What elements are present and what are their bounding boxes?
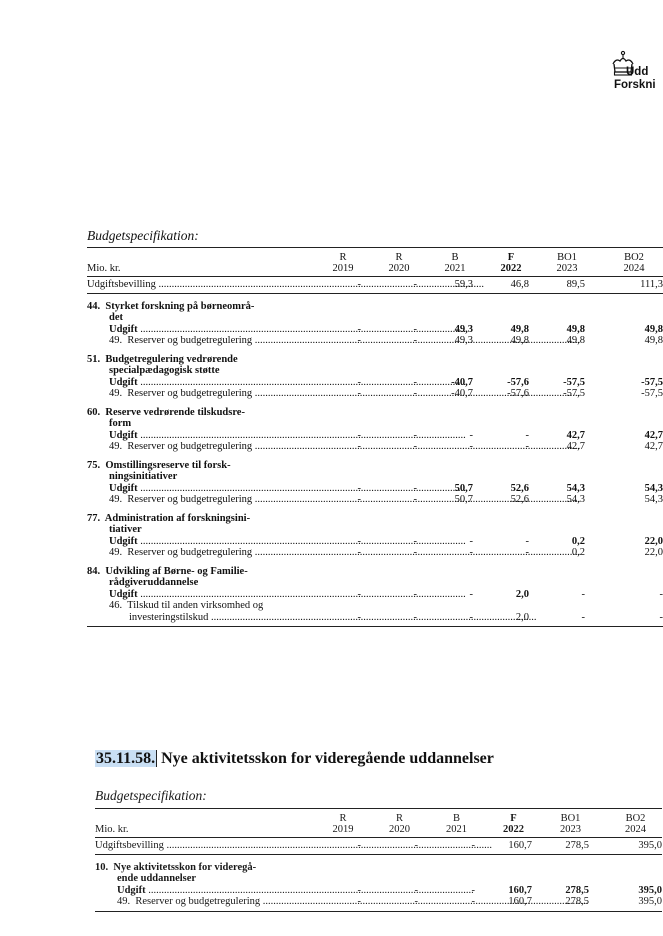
subaccount-title-row (95, 854, 662, 873)
column-type: R (395, 813, 403, 824)
budget-spec-title: Budgetspecifikation: (87, 228, 199, 243)
column-year: 2020 (388, 263, 410, 274)
row-label-cont: investeringstilskud ..... (87, 612, 305, 627)
subaccount-title-row-cont (95, 873, 662, 885)
value-cell: - (357, 376, 361, 388)
subaccount-title-row-cont (87, 418, 663, 430)
value-cell: - (413, 588, 417, 600)
value-cell: - (659, 588, 663, 600)
row-label: Udgift ..... (87, 430, 305, 442)
row-label: 49. Reserver og budgetregulering ..... (87, 547, 305, 559)
value-cell: - (414, 884, 418, 896)
value-cell: - (357, 441, 361, 452)
logo-text-line2: Forskni (614, 79, 656, 91)
value-cell: - (413, 376, 417, 388)
post-row (87, 600, 663, 612)
value-cell: 395,0 (589, 896, 662, 911)
value-cell: 49,8 (644, 323, 663, 335)
column-type: B (451, 252, 459, 263)
value-cell: 50,7 (454, 494, 473, 505)
column-year: 2022 (500, 263, 522, 274)
value-cell: 278,5 (565, 884, 589, 896)
column-year: 2022 (503, 824, 524, 835)
post-row (87, 335, 663, 347)
subaccount-title-cont: specialpædagogisk støtte (109, 365, 220, 376)
row-label: Udgift ..... (87, 483, 305, 495)
column-year: 2021 (446, 824, 467, 835)
subaccount-title: 60. Reserve vedrørende tilskudsre- (87, 406, 245, 418)
value-cell: - (305, 277, 361, 294)
value-cell: - (525, 547, 529, 558)
subaccount-title-cont: tiativer (109, 524, 142, 535)
column-type: F (507, 252, 515, 263)
value-cell: 395,0 (589, 838, 662, 855)
expense-row (87, 483, 663, 495)
row-label: 49. Reserver og budgetregulering ..... (87, 335, 305, 347)
value-cell: - (469, 441, 473, 452)
value-cell: - (305, 838, 361, 855)
value-cell: - (357, 323, 361, 335)
budget-spec-title-2: Budgetspecifikation: (95, 788, 207, 803)
value-cell: 59,3 (417, 277, 473, 294)
value-cell: 2,0 (515, 588, 529, 600)
value-cell: - (413, 494, 417, 505)
value-cell: 278,5 (532, 896, 589, 911)
value-cell: - (357, 335, 361, 346)
unit-label: Mio. kr. (87, 248, 305, 277)
subaccount-title-cont: det (109, 312, 123, 323)
value-cell: 49,8 (566, 335, 585, 346)
column-header (417, 248, 473, 277)
post-row (87, 494, 663, 506)
column-type: BO1 (560, 813, 581, 824)
column-year: 2024 (623, 263, 645, 274)
value-cell: - (585, 612, 663, 627)
column-year: 2019 (332, 263, 354, 274)
value-cell: - (357, 388, 361, 399)
value-cell: 52,6 (510, 482, 529, 494)
value-cell: -57,6 (507, 376, 529, 388)
value-cell: - (305, 896, 361, 911)
column-header (589, 809, 662, 838)
value-cell: - (357, 429, 361, 441)
value-cell: - (357, 494, 361, 505)
row-label: 49. Reserver og budgetregulering ..... (87, 441, 305, 453)
subaccount-title-row-cont (87, 365, 663, 377)
column-header (532, 809, 589, 838)
post-row (87, 547, 663, 559)
value-cell: 160,7 (475, 838, 532, 855)
subaccount-title-cont: form (109, 418, 132, 429)
value-cell: 89,5 (529, 277, 585, 294)
value-cell: 54,3 (644, 482, 663, 494)
value-cell: - (469, 535, 473, 547)
value-cell: - (413, 547, 417, 558)
value-cell: - (357, 884, 361, 896)
value-cell: - (413, 323, 417, 335)
column-year: 2021 (444, 263, 466, 274)
column-type: F (510, 813, 517, 824)
value-cell: 49,8 (644, 335, 663, 346)
unit-label: Mio. kr. (95, 809, 305, 838)
value-cell: 42,7 (566, 441, 585, 452)
value-cell: - (413, 429, 417, 441)
column-header (361, 809, 418, 838)
subaccount-title: 10. Nye aktivitetsskon for videregå- (95, 861, 257, 873)
section-title: Nye aktivitetsskon for videregående uddannelser (161, 750, 494, 767)
subaccount-title-row (87, 559, 663, 578)
value-cell: 22,0 (644, 547, 663, 558)
value-cell: - (361, 612, 417, 627)
subaccount-title-row-cont (87, 524, 663, 536)
subaccount-title: 51. Budgetregulering vedrørende (87, 353, 238, 365)
logo-text-line1: Udd (626, 66, 649, 78)
budget-table-body (87, 248, 663, 627)
subaccount-title-cont: ningsinitiativer (109, 471, 178, 482)
column-year: 2023 (556, 263, 578, 274)
section-heading (95, 750, 494, 768)
value-cell: -40,7 (451, 388, 473, 399)
value-cell: - (357, 535, 361, 547)
row-label: 49. Reserver og budgetregulering ..... (87, 494, 305, 506)
value-cell: - (525, 441, 529, 452)
value-cell: - (525, 429, 529, 441)
post-row-cont (87, 612, 663, 627)
value-cell: 0,2 (571, 547, 585, 558)
subaccount-title: 84. Udvikling af Børne- og Familie- (87, 565, 248, 577)
expense-row (87, 377, 663, 389)
value-cell: - (357, 547, 361, 558)
value-cell: 49,8 (566, 323, 585, 335)
value-cell: - (529, 612, 585, 627)
value-cell: - (469, 547, 473, 558)
subaccount-title-row-cont (87, 577, 663, 589)
budget-table-2 (95, 808, 662, 912)
value-cell: -57,5 (563, 376, 585, 388)
value-cell: -57,6 (507, 388, 529, 399)
section-number: 35.11.58. (96, 750, 156, 767)
row-label: Udgift ..... (87, 377, 305, 389)
budget-table-2-body (95, 809, 662, 912)
value-cell: - (357, 482, 361, 494)
value-cell: 49,8 (510, 323, 529, 335)
ministry-logo (606, 50, 662, 100)
value-cell: - (413, 535, 417, 547)
value-cell: 54,3 (566, 482, 585, 494)
value-cell: - (357, 588, 361, 600)
subaccount-title-row (87, 453, 663, 472)
header-row (95, 809, 662, 838)
value-cell: 160,7 (508, 884, 532, 896)
column-header (305, 809, 361, 838)
subaccount-title: 44. Styrket forskning på børneområ- (87, 300, 255, 312)
value-cell: - (361, 838, 418, 855)
value-cell: 46,8 (473, 277, 529, 294)
column-type: BO2 (625, 813, 646, 824)
subaccount-title-cont: rådgiveruddannelse (109, 577, 199, 588)
value-cell: - (418, 838, 475, 855)
expense-row (95, 885, 662, 897)
header-row (87, 248, 663, 277)
row-label: 49. Reserver og budgetregulering ..... (87, 388, 305, 400)
value-cell: - (469, 588, 473, 600)
value-cell: - (471, 884, 475, 896)
value-cell: 2,0 (473, 612, 529, 627)
subaccount-title-row (87, 400, 663, 419)
value-cell: 49,3 (454, 323, 473, 335)
column-year: 2020 (389, 824, 410, 835)
subaccount-title-row-cont (87, 312, 663, 324)
value-cell: - (417, 612, 473, 627)
row-label: Udgift ..... (87, 536, 305, 548)
value-cell: - (469, 429, 473, 441)
expense-row (87, 430, 663, 442)
value-cell: 111,3 (585, 277, 663, 294)
value-cell: 160,7 (475, 896, 532, 911)
value-cell: 54,3 (566, 494, 585, 505)
subaccount-title: 75. Omstillingsreserve til forsk- (87, 459, 231, 471)
value-cell: 52,6 (510, 494, 529, 505)
value-cell: -57,5 (641, 388, 663, 399)
value-cell: -57,5 (563, 388, 585, 399)
post-row (87, 388, 663, 400)
value-cell: - (525, 535, 529, 547)
value-cell: 395,0 (638, 884, 662, 896)
value-cell: - (413, 335, 417, 346)
post-row (95, 896, 662, 911)
column-header (473, 248, 529, 277)
value-cell: - (361, 896, 418, 911)
row-label: 49. Reserver og budgetregulering ..... (95, 896, 305, 911)
value-cell: 278,5 (532, 838, 589, 855)
logo-text (614, 66, 656, 92)
value-cell: 54,3 (644, 494, 663, 505)
value-cell: - (305, 612, 361, 627)
value-cell: 0,2 (571, 535, 585, 547)
subaccount-title-row (87, 293, 663, 312)
value-cell: 22,0 (644, 535, 663, 547)
subaccount-title-row (87, 347, 663, 366)
value-cell: - (418, 896, 475, 911)
expense-row (87, 589, 663, 601)
value-cell: - (361, 277, 417, 294)
row-label: Udgiftsbevilling ..... (95, 838, 305, 855)
value-cell: 49,8 (510, 335, 529, 346)
column-header (361, 248, 417, 277)
total-appropriation-row (95, 838, 662, 855)
subaccount-title-cont: ende uddannelser (117, 873, 197, 884)
row-label: 46. Tilskud til anden virksomhed og (109, 600, 264, 611)
expense-row (87, 536, 663, 548)
subaccount-title-row (87, 506, 663, 525)
row-label: Udgift ..... (95, 885, 305, 897)
column-year: 2019 (332, 824, 354, 835)
budget-table (87, 247, 663, 627)
value-cell: -57,5 (641, 376, 663, 388)
column-type: BO1 (557, 252, 577, 263)
column-header (305, 248, 361, 277)
value-cell: - (413, 388, 417, 399)
value-cell: - (581, 588, 585, 600)
column-header (529, 248, 585, 277)
row-label: Udgift ..... (87, 589, 305, 601)
subaccount-title-row-cont (87, 471, 663, 483)
column-header (418, 809, 475, 838)
value-cell: 50,7 (454, 482, 473, 494)
expense-row (87, 324, 663, 336)
value-cell: 49,3 (454, 335, 473, 346)
value-cell: - (413, 482, 417, 494)
column-type: R (395, 252, 403, 263)
value-cell: - (413, 441, 417, 452)
post-row (87, 441, 663, 453)
column-type: R (339, 252, 347, 263)
column-year: 2023 (560, 824, 581, 835)
column-type: B (452, 813, 460, 824)
column-type: R (339, 813, 347, 824)
column-type: BO2 (624, 252, 644, 263)
row-label: Udgift ..... (87, 324, 305, 336)
column-year: 2024 (625, 824, 646, 835)
value-cell: -40,7 (451, 376, 473, 388)
row-label: Udgiftsbevilling ..... (87, 277, 305, 294)
column-header (585, 248, 663, 277)
value-cell: 42,7 (644, 441, 663, 452)
value-cell: 42,7 (644, 429, 663, 441)
column-header (475, 809, 532, 838)
value-cell: 42,7 (566, 429, 585, 441)
subaccount-title: 77. Administration af forskningsini- (87, 512, 251, 524)
total-appropriation-row (87, 277, 663, 294)
